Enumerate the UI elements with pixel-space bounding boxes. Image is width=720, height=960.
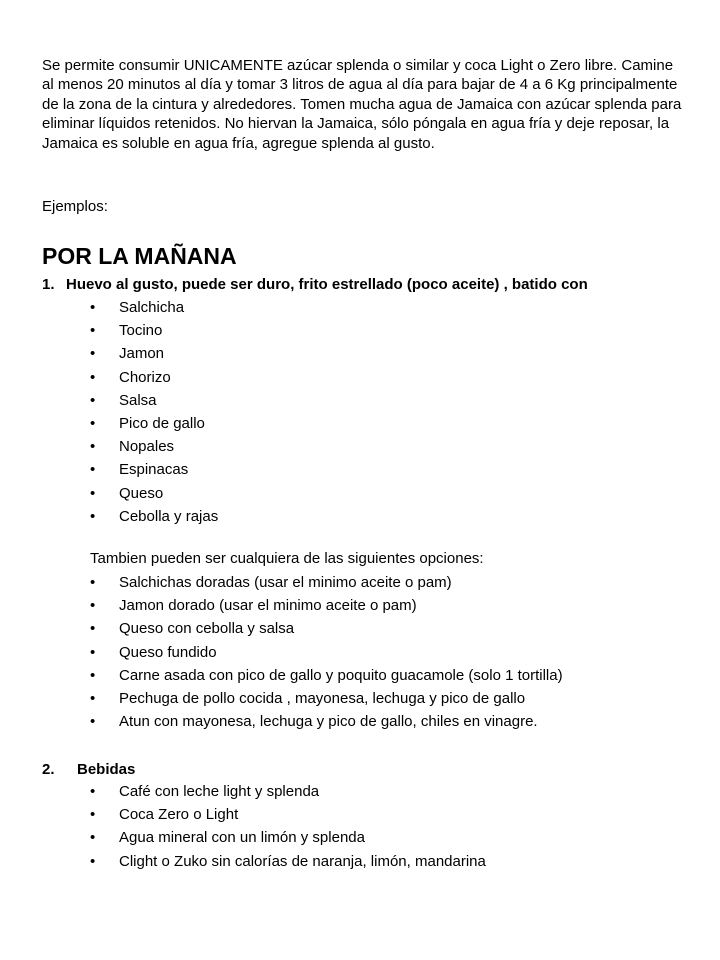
bullet-icon: • [90, 806, 96, 824]
list-item-text: Atun con mayonesa, lechuga y pico de gallo, chiles en vinagre. [119, 713, 538, 731]
list-item [90, 780, 690, 803]
bullet-icon: • [90, 299, 96, 316]
list-item [90, 458, 690, 481]
egg-options-list [90, 296, 690, 528]
list-item [90, 641, 690, 664]
list-item-text: Espinacas [119, 461, 189, 479]
list-item [90, 594, 690, 617]
bullet-icon: • [90, 368, 96, 386]
list-item [90, 366, 690, 389]
list-item-text: Carne asada con pico de gallo y poquito guacamole (solo 1 tortilla) [119, 666, 563, 684]
list-item-text: Agua mineral con un limón y splenda [119, 829, 365, 847]
bullet-icon: • [90, 345, 96, 363]
list-item [90, 803, 690, 826]
item-text: Huevo al gusto, puede ser duro, frito estrellado (poco aceite) , batido con [66, 276, 588, 293]
list-item [90, 617, 690, 640]
bullet-icon: • [90, 507, 96, 525]
list-item [90, 850, 690, 873]
section-heading: POR LA MAÑANA [42, 243, 237, 269]
list-item-text: Jamon [119, 345, 165, 363]
list-item-text: Jamon dorado (usar el minimo aceite o pam) [119, 597, 417, 615]
list-item-text: Café con leche light y splenda [119, 783, 320, 800]
list-item [90, 664, 690, 687]
list-item-text: Pico de gallo [119, 414, 205, 432]
bullet-icon: • [90, 597, 96, 615]
numbered-item-eggs [42, 275, 682, 295]
drinks-list [90, 780, 690, 873]
list-item-text: Queso con cebolla y salsa [119, 620, 295, 638]
list-item [90, 389, 690, 412]
list-item [90, 342, 690, 365]
bullet-icon: • [90, 461, 96, 479]
bullet-icon: • [90, 852, 96, 870]
bullet-icon: • [90, 829, 96, 847]
bullet-icon: • [90, 689, 96, 707]
list-item-text: Chorizo [119, 368, 171, 386]
bullet-icon: • [90, 414, 96, 432]
bullet-icon: • [90, 620, 96, 638]
item-text: Bebidas [77, 761, 136, 778]
bullet-icon: • [90, 574, 96, 591]
list-item [90, 412, 690, 435]
list-item-text: Coca Zero o Light [119, 806, 239, 824]
bullet-icon: • [90, 391, 96, 409]
examples-label: Ejemplos: [42, 198, 108, 215]
list-item [90, 296, 690, 319]
list-item-text: Queso [119, 484, 164, 502]
list-item [90, 826, 690, 849]
list-item-text: Tocino [119, 322, 163, 340]
intro-paragraph: Se permite consumir UNICAMENTE azúcar splenda o similar y coca Light o Zero libre. Camine al menos 20 minutos al día y tomar 3 litros de agua al día para bajar de 4 a 6 Kg principalmente de la zona de la cintura y alrededores. Tomen mucha agua de Jamaica con azúcar splenda para eliminar líquidos retenidos. No hiervan la Jamaica, sólo póngala en agua fría y deje reposar, la Jamaica es soluble en agua fría, agregue splenda al gusto. [42, 57, 682, 152]
bullet-icon: • [90, 666, 96, 684]
numbered-item-drinks [42, 760, 682, 780]
list-item-text: Nopales [119, 438, 175, 456]
list-item [90, 482, 690, 505]
list-item [90, 435, 690, 458]
list-item [90, 710, 690, 733]
list-item-text: Cebolla y rajas [119, 507, 219, 525]
bullet-icon: • [90, 438, 96, 456]
list-item-text: Salchichas doradas (usar el minimo aceite o pam) [119, 574, 452, 591]
item-number: 2. [42, 761, 55, 778]
list-item-text: Queso fundido [119, 643, 217, 661]
list-item [90, 319, 690, 342]
list-item-text: Salsa [119, 391, 157, 409]
bullet-icon: • [90, 484, 96, 502]
alternatives-intro: Tambien pueden ser cualquiera de las siguientes opciones: [90, 550, 484, 567]
alternatives-list [90, 571, 690, 733]
bullet-icon: • [90, 322, 96, 340]
list-item-text: Pechuga de pollo cocida , mayonesa, lechuga y pico de gallo [119, 689, 526, 707]
list-item-text: Salchicha [119, 299, 185, 316]
list-item [90, 571, 690, 594]
item-number: 1. [42, 276, 55, 293]
bullet-icon: • [90, 713, 96, 731]
list-item-text: Clight o Zuko sin calorías de naranja, limón, mandarina [119, 852, 486, 870]
bullet-icon: • [90, 783, 96, 800]
list-item [90, 505, 690, 528]
bullet-icon: • [90, 643, 96, 661]
list-item [90, 687, 690, 710]
